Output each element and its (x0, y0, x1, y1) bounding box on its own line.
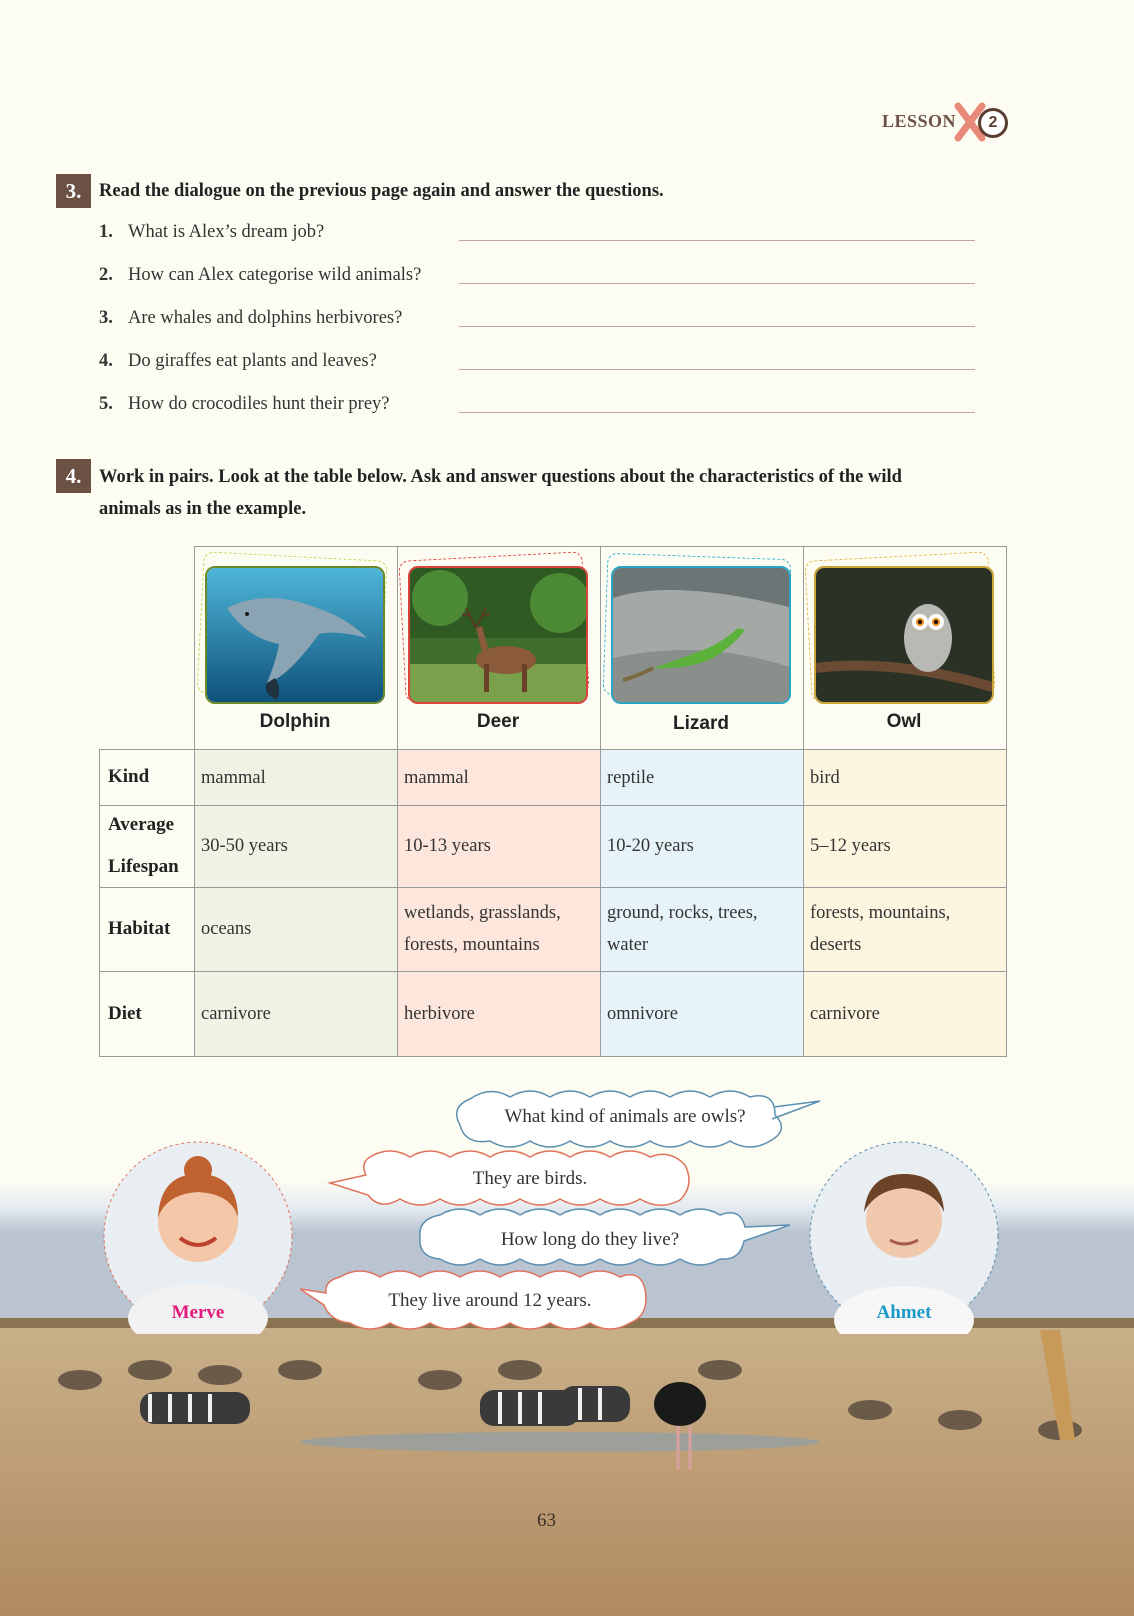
cell-dolphin-kind: mammal (201, 768, 266, 788)
page-number: 63 (537, 1510, 556, 1531)
question-number: 5. (99, 394, 113, 414)
cell-deer-habitat-1: wetlands, grasslands, (404, 903, 561, 923)
row-label-lifespan-2: Lifespan (108, 856, 179, 877)
cell-deer-habitat-2: forests, mountains (404, 935, 540, 955)
dolphin-photo (205, 566, 385, 704)
answer-line-2[interactable] (459, 283, 975, 284)
dialogue-line-2: They are birds. (472, 1168, 588, 1189)
row-label-lifespan-1: Average (108, 814, 175, 835)
dialogue-line-4: They live around 12 years. (388, 1290, 592, 1311)
cell-lizard-habitat-2: water (607, 935, 649, 955)
question-2 (99, 265, 421, 291)
table-rule (99, 1056, 1006, 1057)
table-rule (1006, 546, 1007, 1057)
cell-owl-habitat-1: forests, mountains, (810, 903, 951, 923)
table-rule (99, 971, 1006, 972)
table-rule (99, 749, 100, 1057)
table-rule (397, 546, 398, 1057)
question-1 (99, 222, 324, 248)
exercise-3-number: 3. (56, 174, 91, 208)
speaker-name-ahmet: Ahmet (876, 1302, 932, 1323)
row-label-diet: Diet (108, 1003, 142, 1024)
speaker-name-merve: Merve (171, 1302, 225, 1323)
owl-photo (814, 566, 994, 704)
question-number: 2. (99, 265, 113, 285)
cell-lizard-lifespan: 10-20 years (607, 836, 694, 856)
lizard-image (613, 568, 791, 704)
cell-owl-lifespan: 5–12 years (810, 836, 891, 856)
owl-image (816, 568, 994, 704)
cell-owl-habitat-2: deserts (810, 935, 862, 955)
dolphin-image (207, 568, 385, 704)
table-rule (600, 546, 601, 1057)
lesson-number: 2 (978, 108, 1008, 138)
exercise-4-number: 4. (56, 459, 91, 493)
exercise-4-title-line-1: Work in pairs. Look at the table below. Ask and answer questions about the characteristics of the wild (99, 467, 902, 487)
cell-dolphin-lifespan: 30-50 years (201, 836, 288, 856)
deer-photo (408, 566, 588, 704)
animal-name-deer: Deer (476, 711, 520, 732)
question-number: 1. (99, 222, 113, 242)
answer-line-5[interactable] (459, 412, 975, 413)
question-5 (99, 394, 390, 420)
exercise-3-title: Read the dialogue on the previous page again and answer the questions. (99, 181, 664, 201)
question-number: 3. (99, 308, 113, 328)
table-rule (803, 546, 804, 1057)
answer-line-3[interactable] (459, 326, 975, 327)
dialogue-line-3: How long do they live? (500, 1229, 680, 1250)
cell-lizard-diet: omnivore (607, 1004, 678, 1024)
cell-deer-diet: herbivore (404, 1004, 475, 1024)
animal-name-owl: Owl (886, 711, 922, 732)
question-text: Are whales and dolphins herbivores? (128, 308, 403, 328)
cell-dolphin-diet: carnivore (201, 1004, 271, 1024)
cell-lizard-habitat-1: ground, rocks, trees, (607, 903, 758, 923)
dialogue-line-1: What kind of animals are owls? (504, 1106, 746, 1127)
exercise-4-title-line-2: animals as in the example. (99, 499, 307, 519)
animal-name-lizard: Lizard (673, 713, 729, 734)
question-3 (99, 308, 402, 334)
cell-lizard-kind: reptile (607, 768, 655, 788)
row-label-kind: Kind (108, 766, 150, 787)
cell-owl-diet: carnivore (810, 1004, 880, 1024)
cell-owl-kind: bird (810, 768, 840, 788)
lesson-label: LESSON (882, 111, 957, 131)
table-rule (99, 805, 1006, 806)
cell-deer-kind: mammal (404, 768, 469, 788)
lesson-badge (882, 102, 1012, 142)
question-text: What is Alex’s dream job? (128, 222, 325, 242)
answer-line-1[interactable] (459, 240, 975, 241)
question-4 (99, 351, 377, 377)
deer-image (410, 568, 588, 704)
table-rule (194, 546, 195, 1057)
question-text: Do giraffes eat plants and leaves? (128, 351, 377, 371)
table-rule (99, 749, 1006, 750)
row-label-habitat: Habitat (108, 918, 171, 939)
question-text: How do crocodiles hunt their prey? (128, 394, 390, 414)
answer-line-4[interactable] (459, 369, 975, 370)
table-rule (99, 887, 1006, 888)
animal-name-dolphin: Dolphin (259, 711, 331, 732)
question-number: 4. (99, 351, 113, 371)
cell-dolphin-habitat: oceans (201, 919, 252, 939)
lizard-photo (611, 566, 791, 704)
question-text: How can Alex categorise wild animals? (128, 265, 422, 285)
cell-deer-lifespan: 10-13 years (404, 836, 491, 856)
